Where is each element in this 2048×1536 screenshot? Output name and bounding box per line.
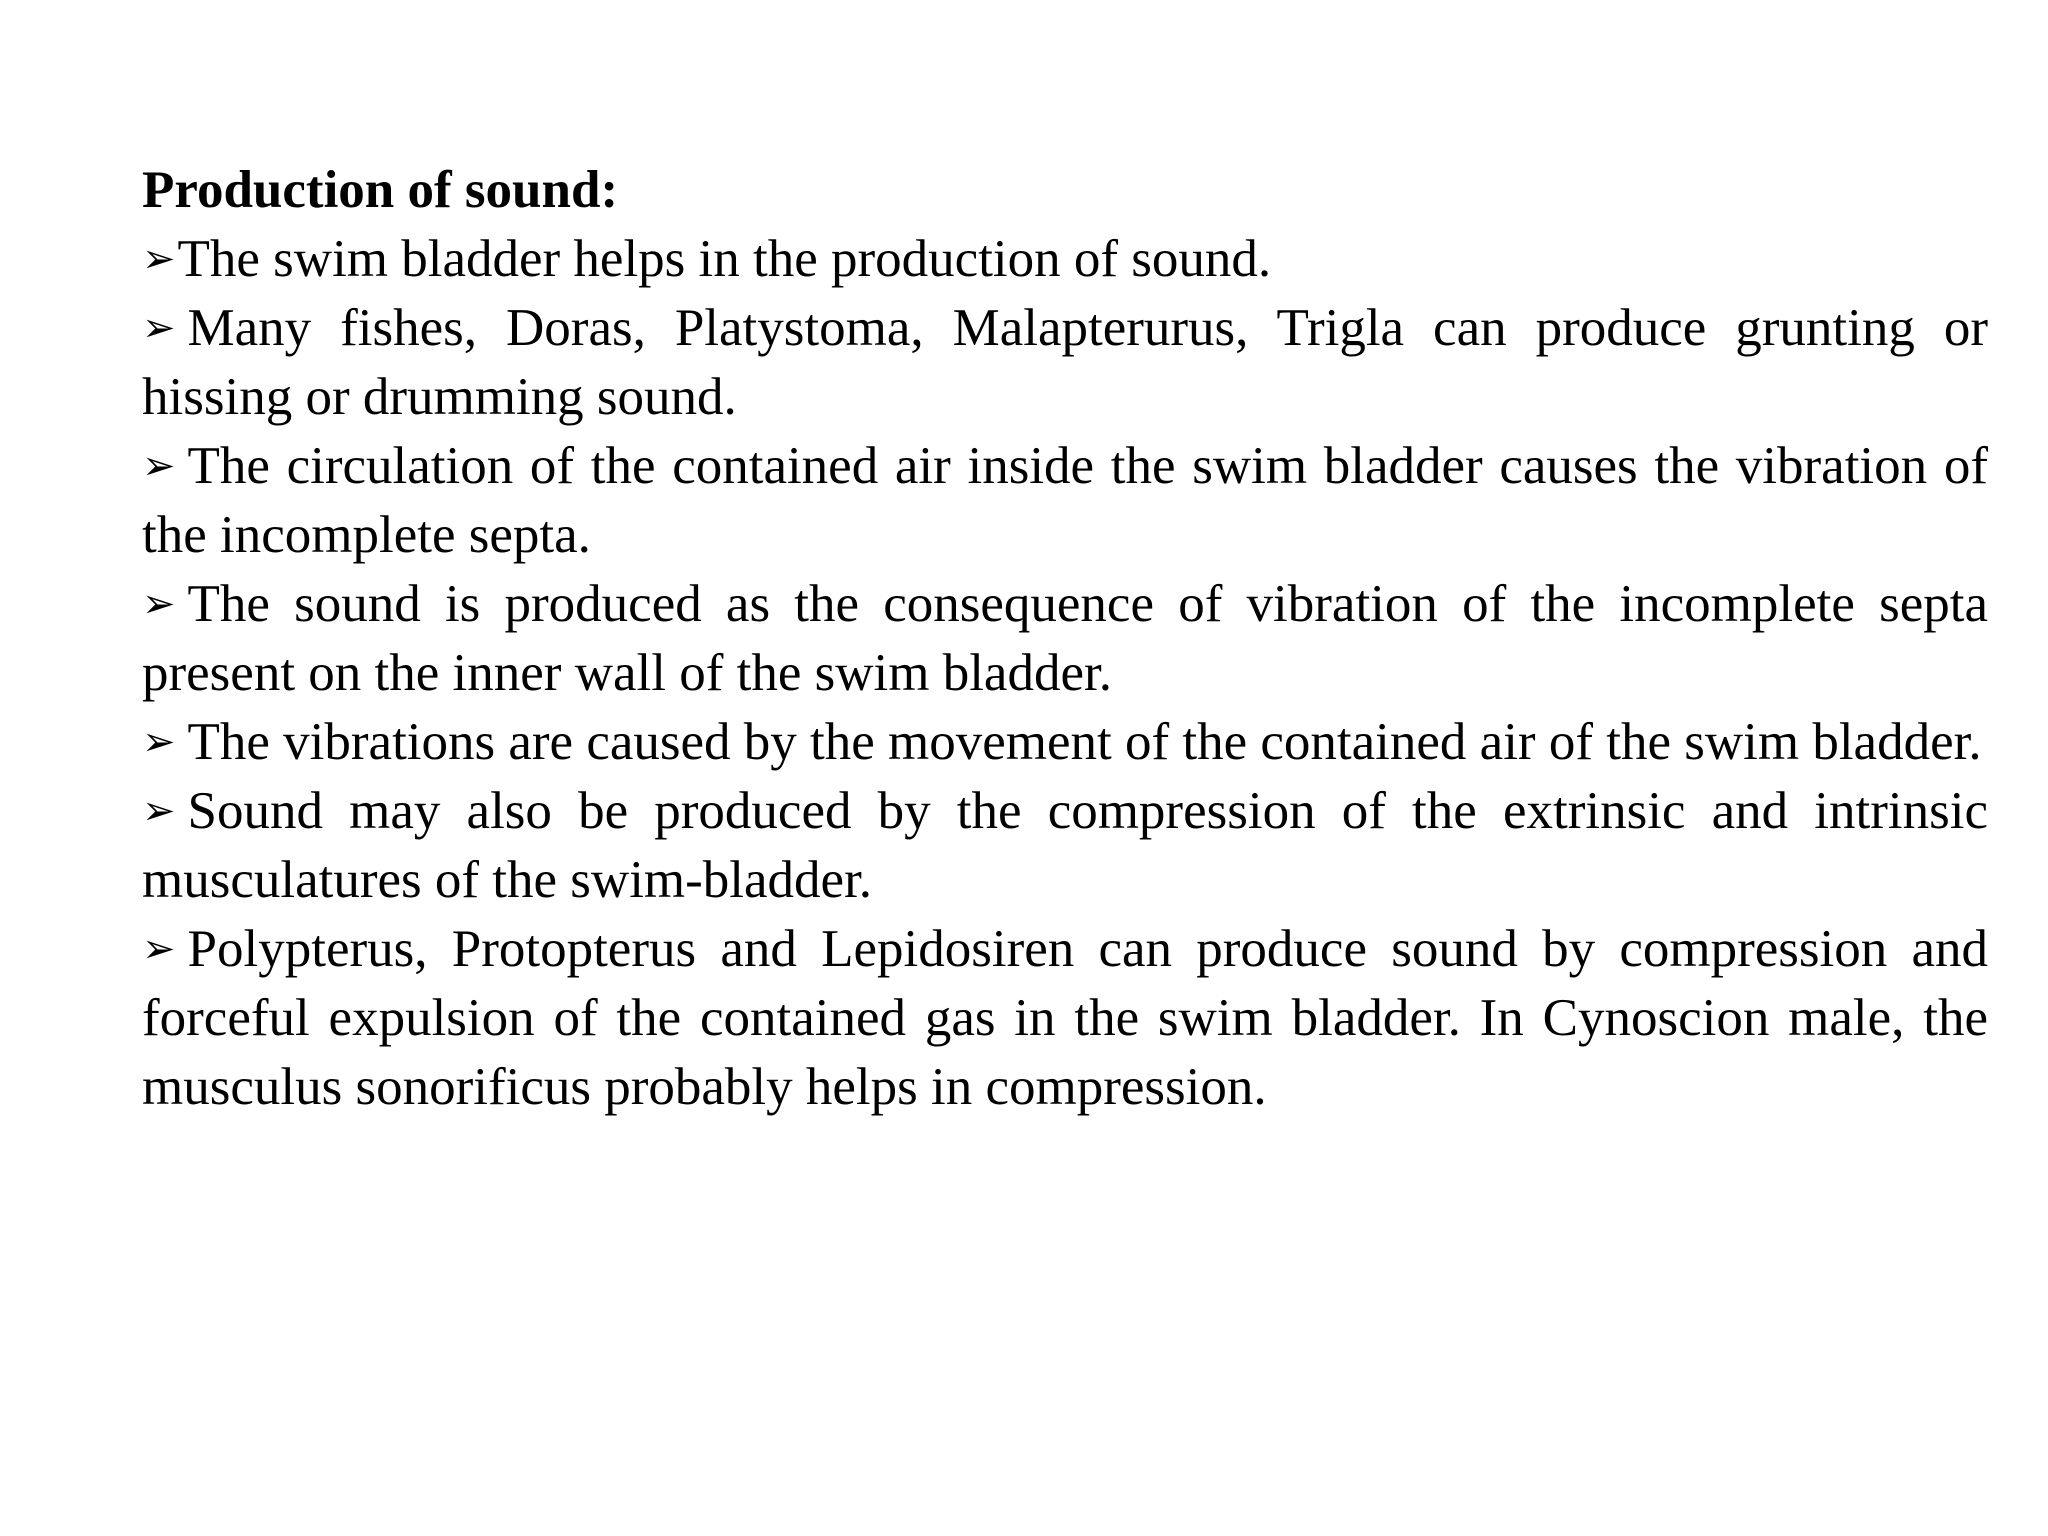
bullet-text: The circulation of the contained air inside the swim bladder causes the vibration of the incomplete septa. [142, 437, 1988, 564]
bullet-text: The sound is produced as the consequence of vibration of the incomplete septa present on the inner wall of the swim bladder. [142, 575, 1988, 702]
bullet-text: The vibrations are caused by the movement of the contained air of the swim bladder. [187, 713, 1982, 771]
arrow-bullet-icon: ➢ [142, 305, 176, 351]
bullet-item [142, 777, 1988, 915]
bullet-item [142, 225, 1988, 294]
arrow-bullet-icon: ➢ [142, 719, 176, 765]
bullet-text: Polypterus, Protopterus and Lepidosiren can produce sound by compression and forceful expulsion of the contained gas in the swim bladder. In Cynoscion male, the musculus sonorificus probably helps in compression. [142, 920, 1988, 1116]
bullet-text: Many fishes, Doras, Platystoma, Malapterurus, Trigla can produce grunting or hissing or drumming sound. [142, 299, 1988, 426]
arrow-bullet-icon: ➢ [142, 926, 176, 972]
bullet-item [142, 432, 1988, 570]
bullet-text: Sound may also be produced by the compression of the extrinsic and intrinsic musculatures of the swim-bladder. [142, 782, 1988, 909]
slide-content [142, 156, 1988, 1122]
slide-heading: Production of sound: [142, 161, 619, 219]
bullet-list [142, 225, 1988, 1122]
bullet-text: The swim bladder helps in the production of sound. [177, 230, 1272, 288]
bullet-item [142, 570, 1988, 708]
bullet-item [142, 915, 1988, 1122]
arrow-bullet-icon: ➢ [142, 236, 176, 282]
arrow-bullet-icon: ➢ [142, 443, 176, 489]
bullet-item [142, 294, 1988, 432]
arrow-bullet-icon: ➢ [142, 788, 176, 834]
arrow-bullet-icon: ➢ [142, 581, 176, 627]
bullet-item [142, 708, 1988, 777]
